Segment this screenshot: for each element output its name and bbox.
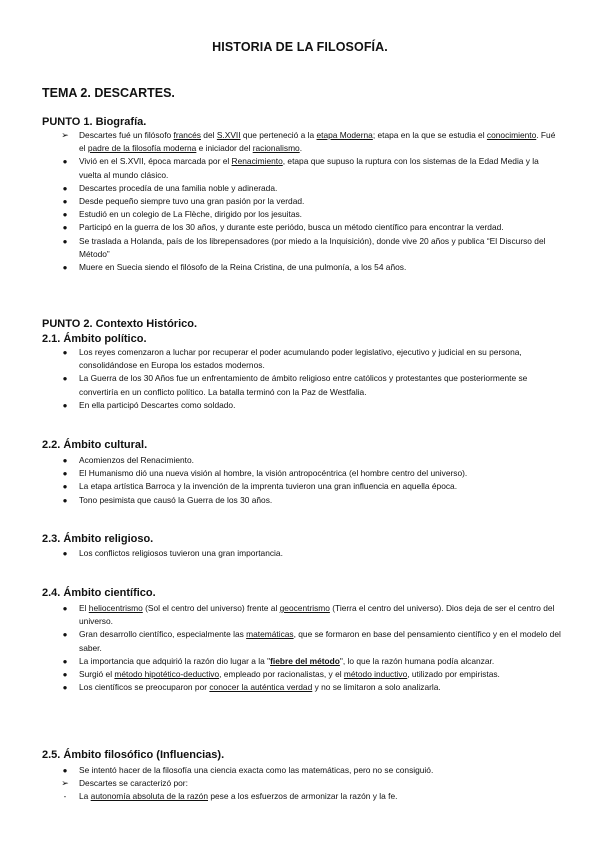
bullet-icon: ● xyxy=(62,456,68,465)
bullet-icon: ● xyxy=(62,656,68,666)
list-item xyxy=(42,346,562,372)
item-text: , utilizado por empiristas. xyxy=(407,669,500,680)
underlined-term: padre de la filosofía moderna xyxy=(87,143,197,154)
bullet-icon: ● xyxy=(62,604,68,613)
item-text: ; etapa en la que se estudia el xyxy=(372,130,487,140)
bullet-icon: ● xyxy=(62,670,68,680)
item-text: Los científicos se preocuparon por xyxy=(79,682,210,693)
item-text: Se intentó hacer de la filosofía una ciencia exacta como las matemáticas, pero no se consiguió. xyxy=(79,765,434,775)
bullet-icon: ● xyxy=(62,482,68,492)
item-text: e iniciador del xyxy=(196,143,253,154)
list-item xyxy=(42,681,562,694)
underlined-term: método hipotético-deductivo xyxy=(114,669,220,680)
bullet-icon: ● xyxy=(62,263,68,273)
item-text: Se traslada a Holanda, país de los librepensadores (por miedo a la Inquisición), donde vive 20 años y publica “El Discurso del Método” xyxy=(79,235,546,259)
politico-heading: 2.1. Ámbito político. xyxy=(42,333,147,345)
item-text: Descartes procedía de una familia noble y adinerada. xyxy=(79,182,278,193)
underlined-term: Renacimiento xyxy=(231,156,283,167)
list-item xyxy=(42,494,562,507)
item-text: (Sol el centro del universo) frente al xyxy=(142,603,280,613)
bullet-icon: ● xyxy=(62,157,68,167)
list-item xyxy=(42,155,562,181)
item-text: Estudió en un colegio de La Flèche, dirigido por los jesuitas. xyxy=(79,209,303,220)
list-item xyxy=(42,372,562,398)
item-text: La importancia que adquirió la razón dio lugar a la " xyxy=(79,655,271,666)
list-item xyxy=(42,399,562,412)
item-text: Desde pequeño siempre tuvo una gran pasión por la verdad. xyxy=(79,196,305,207)
underlined-term: método inductivo xyxy=(343,669,408,680)
item-text: que perteneció a la xyxy=(240,130,317,140)
item-text: Muere en Suecia siendo el filósofo de la Reina Cristina, de una pulmonía, a los 54 años. xyxy=(79,262,407,273)
list-item xyxy=(42,602,562,628)
item-text: Tono pesimista que causó la Guerra de los 30 años. xyxy=(79,494,273,505)
list-item xyxy=(42,790,562,803)
filosofico-heading: 2.5. Ámbito filosófico (Influencias). xyxy=(42,749,225,761)
item-text: La etapa artística Barroca y la invención de la imprenta tuvieron una gran influencia en aquella época. xyxy=(79,481,458,492)
cientifico-list xyxy=(42,602,562,694)
item-text: , etapa que supuso la ruptura con los sistemas de la Edad Media y la vuelta al mundo clásico. xyxy=(79,156,539,180)
item-text: y no se limitaron a solo analizarla. xyxy=(312,682,441,693)
item-text: Gran desarrollo científico, especialmente las xyxy=(79,629,247,640)
religioso-heading: 2.3. Ámbito religioso. xyxy=(42,533,154,545)
item-text: ", lo que la razón humana podía alcanzar. xyxy=(339,655,495,666)
list-item xyxy=(42,777,562,790)
tema-heading: TEMA 2. DESCARTES. xyxy=(42,86,175,100)
item-text: Vivió en el S.XVII, época marcada por el xyxy=(79,156,232,167)
list-item xyxy=(42,129,562,155)
bullet-icon: ● xyxy=(62,223,68,233)
underlined-term: heliocentrismo xyxy=(88,603,143,613)
underlined-term: autonomía absoluta de la razón xyxy=(90,791,208,802)
list-item xyxy=(42,655,562,668)
list-item xyxy=(42,628,562,654)
religioso-list xyxy=(42,547,562,560)
bullet-icon: ● xyxy=(62,549,68,558)
list-item xyxy=(42,261,562,274)
item-text: . Fué el xyxy=(79,130,556,154)
list-item xyxy=(42,454,562,467)
item-text: , empleado por racionalistas, y el xyxy=(219,669,344,680)
item-text: del xyxy=(200,130,217,140)
list-item xyxy=(42,467,562,480)
underlined-term: racionalismo xyxy=(252,143,300,154)
list-item xyxy=(42,547,562,560)
list-item xyxy=(42,182,562,195)
item-text: Descartes se caracterizó por: xyxy=(79,778,188,789)
bullet-icon: ● xyxy=(62,766,68,775)
bullet-icon: ● xyxy=(62,400,68,410)
item-text: El xyxy=(79,603,89,613)
item-text: Los conflictos religiosos tuvieron una gran importancia. xyxy=(79,548,283,558)
bullet-icon: ● xyxy=(62,348,68,357)
list-item xyxy=(42,480,562,493)
bullet-icon: ● xyxy=(62,210,68,220)
bullet-icon: ● xyxy=(62,469,68,479)
arrow-bullet-icon: ➢ xyxy=(61,778,69,789)
punto2-heading: PUNTO 2. Contexto Histórico. xyxy=(42,318,198,330)
item-text: Participó en la guerra de los 30 años, y durante este periódo, busca un método científico para encontrar la verdad. xyxy=(79,222,504,233)
list-item xyxy=(42,208,562,221)
item-text: La xyxy=(79,791,91,802)
item-text: La Guerra de los 30 Años fue un enfrentamiento de ámbito religioso entre católicos y protestantes que posteriormente se convertiría en un conflicto político. La batalla terminó con la Paz de Westfalia. xyxy=(79,373,528,397)
list-item xyxy=(42,764,562,777)
underlined-term: S.XVII xyxy=(216,130,241,140)
punto1-list xyxy=(42,129,562,274)
list-item xyxy=(42,668,562,681)
politico-list xyxy=(42,346,562,412)
list-item xyxy=(42,195,562,208)
cultural-heading: 2.2. Ámbito cultural. xyxy=(42,439,148,451)
underlined-term: francés xyxy=(173,130,201,140)
bullet-icon: ● xyxy=(62,236,68,246)
bullet-icon: ● xyxy=(62,374,68,384)
cientifico-heading: 2.4. Ámbito científico. xyxy=(42,587,156,599)
item-text: (Tierra el centro del universo). Dios deja de ser el centro del universo. xyxy=(79,603,555,627)
item-text: El Humanismo dió una nueva visión al hombre, la visión antropocéntrica (el hombre centro del universo). xyxy=(79,468,468,479)
item-text: , que se formaron en base del pensamiento científico y en el modelo del saber. xyxy=(79,629,561,653)
underlined-term: fiebre del método xyxy=(270,655,340,666)
item-text: Descartes fué un filósofo xyxy=(79,130,174,140)
punto1-heading: PUNTO 1. Biografía. xyxy=(42,116,147,128)
cultural-list xyxy=(42,454,562,507)
item-text: Los reyes comenzaron a luchar por recuperar el poder acumulando poder legislativo, ejecutivo y judicial en su persona, consolidándose en Europa los estados modernos. xyxy=(79,347,522,371)
bullet-icon: ● xyxy=(62,683,68,693)
underlined-term: etapa Moderna xyxy=(316,130,373,140)
item-text: Acomienzos del Renacimiento. xyxy=(79,455,194,465)
filosofico-list xyxy=(42,764,562,804)
list-item xyxy=(42,235,562,261)
item-text: Surgió el xyxy=(79,669,115,680)
dash-bullet-icon: - xyxy=(63,792,67,802)
document-title: HISTORIA DE LA FILOSOFÍA. xyxy=(212,40,388,54)
underlined-term: conocimiento xyxy=(486,130,537,140)
underlined-term: geocentrismo xyxy=(279,603,330,613)
list-item xyxy=(42,221,562,234)
underlined-term: conocer la auténtica verdad xyxy=(209,682,313,693)
bullet-icon: ● xyxy=(62,630,68,640)
arrow-bullet-icon: ➢ xyxy=(61,130,69,140)
bullet-icon: ● xyxy=(62,183,68,193)
item-text: . xyxy=(299,143,303,154)
item-text: En ella participó Descartes como soldado. xyxy=(79,399,236,410)
bullet-icon: ● xyxy=(62,495,68,505)
item-text: pese a los esfuerzos de armonizar la razón y la fe. xyxy=(208,791,398,802)
underlined-term: matemáticas xyxy=(246,629,294,640)
bullet-icon: ● xyxy=(62,197,68,207)
